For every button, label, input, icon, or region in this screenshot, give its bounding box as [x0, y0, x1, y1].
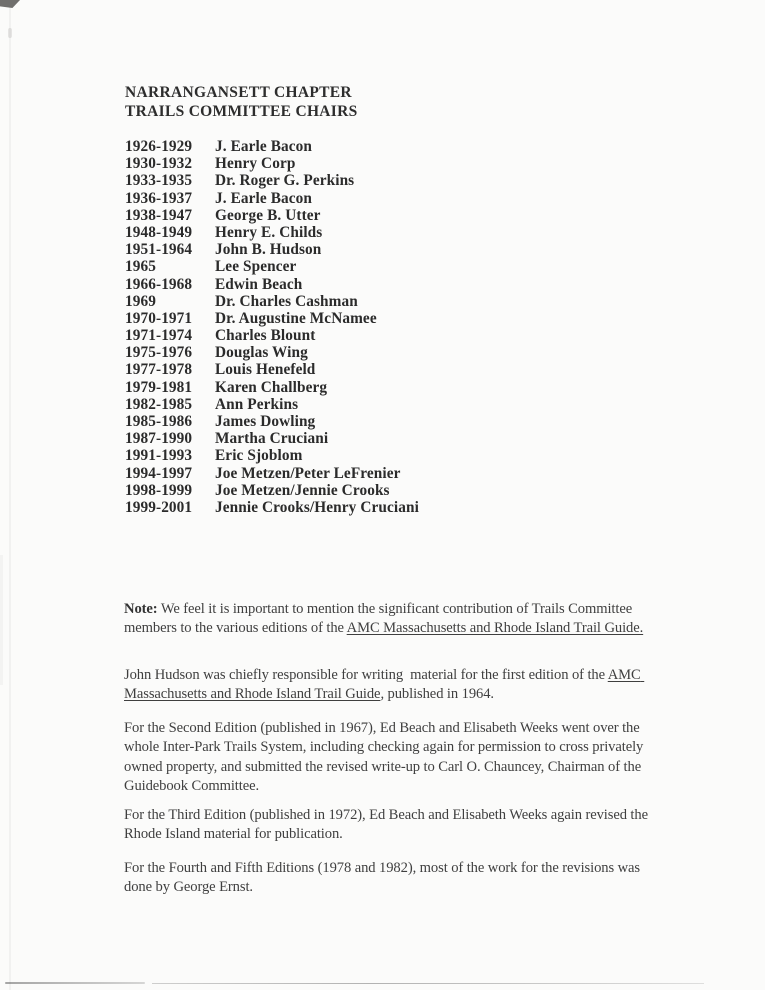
scan-artifact-bottom-line — [152, 983, 704, 985]
chair-row — [125, 344, 419, 361]
chair-row — [125, 241, 419, 258]
chairs-list — [125, 138, 419, 516]
chair-name: Dr. Augustine McNamee — [215, 309, 377, 327]
paragraph-second-edition — [124, 719, 669, 797]
chair-row — [125, 465, 419, 482]
chair-name: Louis Henefeld — [215, 361, 316, 379]
paragraph-fourth-fifth-editions — [124, 859, 669, 898]
paragraph-text-after: , published in 1964. — [380, 686, 494, 703]
chair-years: 1970-1971 — [125, 309, 193, 327]
chair-years: 1979-1981 — [125, 378, 193, 396]
chair-name: Joe Metzen/Jennie Crooks — [215, 481, 390, 499]
chair-name: Martha Cruciani — [215, 430, 329, 448]
chair-name: J. Earle Bacon — [215, 189, 312, 207]
title-line-2: TRAILS COMMITTEE CHAIRS — [125, 102, 358, 120]
chair-row — [125, 276, 419, 293]
chair-name: Jennie Crooks/Henry Cruciani — [215, 498, 419, 516]
chair-name: Douglas Wing — [215, 344, 308, 362]
chair-years: 1991-1993 — [125, 447, 193, 465]
chair-name: Lee Spencer — [215, 258, 297, 276]
chair-years: 1975-1976 — [125, 344, 193, 362]
chair-years: 1965 — [125, 258, 156, 276]
chair-name: Dr. Charles Cashman — [215, 292, 358, 310]
chair-years: 1938-1947 — [125, 206, 193, 224]
chair-row — [125, 293, 419, 310]
paragraph-text: For the Second Edition (published in 1967), Ed Beach and Elisabeth Weeks went over the whole Inter-Park Trails System, including checking again for permission to cross privately owned property, and submitted the revised write-up to Carl O. Chauncey, Chairman of the Guidebook Committee. — [124, 720, 647, 795]
chair-name: Edwin Beach — [215, 275, 303, 293]
chair-name: Henry Corp — [215, 155, 296, 173]
note-text: We feel it is important to mention the significant contribution of Trails Committee members to the various editions of the — [124, 601, 636, 637]
chair-row — [125, 207, 419, 224]
paragraph-first-edition — [124, 666, 669, 705]
chair-years: 1982-1985 — [125, 395, 193, 413]
chair-years: 1994-1997 — [125, 464, 193, 482]
chair-years: 1998-1999 — [125, 481, 193, 499]
chair-years: 1930-1932 — [125, 155, 193, 173]
chair-years: 1999-2001 — [125, 498, 193, 516]
chair-name: Ann Perkins — [215, 395, 299, 413]
note-label: Note: — [124, 601, 158, 617]
chair-name: Eric Sjoblom — [215, 447, 303, 465]
underlined-book-title: AMC Massachusetts and Rhode Island Trail Guide — [124, 667, 645, 703]
chair-row — [125, 310, 419, 327]
chair-name: J. Earle Bacon — [215, 138, 312, 155]
chair-years: 1977-1978 — [125, 361, 193, 379]
paragraph-text: For the Third Edition (published in 1972), Ed Beach and Elisabeth Weeks again revised the Rhode Island material for publication. — [124, 807, 652, 843]
chair-name: Charles Blount — [215, 327, 316, 345]
chair-name: George B. Utter — [215, 206, 321, 224]
chair-name: Joe Metzen/Peter LeFrenier — [215, 464, 401, 482]
chair-row — [125, 258, 419, 275]
scan-artifact-bottom-line — [5, 982, 145, 984]
chair-years: 1936-1937 — [125, 189, 193, 207]
chair-row — [125, 396, 419, 413]
chair-row — [125, 327, 419, 344]
chair-years: 1969 — [125, 292, 156, 310]
paragraph-text: John Hudson was chiefly responsible for writing material for the first edition of the — [124, 667, 608, 683]
paragraph-text: For the Fourth and Fifth Editions (1978 and 1982), most of the work for the revisions was done by George Ernst. — [124, 860, 644, 896]
chair-row — [125, 413, 419, 430]
chair-row — [125, 172, 419, 189]
chair-row — [125, 138, 419, 155]
document-title — [125, 84, 358, 121]
scan-artifact-smudge — [0, 555, 3, 685]
chair-years: 1926-1929 — [125, 138, 193, 155]
chair-name: Karen Challberg — [215, 378, 328, 396]
chair-row — [125, 482, 419, 499]
chair-row — [125, 190, 419, 207]
underlined-book-title: AMC Massachusetts and Rhode Island Trail Guide. — [346, 620, 644, 637]
title-line-1: NARRANGANSETT CHAPTER — [125, 84, 352, 101]
chair-row — [125, 499, 419, 516]
chair-years: 1971-1974 — [125, 327, 193, 345]
chair-years: 1951-1964 — [125, 241, 193, 259]
note-paragraph — [124, 600, 669, 639]
paragraph-third-edition — [124, 806, 669, 845]
chair-years: 1948-1949 — [125, 223, 193, 241]
chair-name: Henry E. Childs — [215, 223, 323, 241]
chair-name: John B. Hudson — [215, 241, 322, 259]
chair-years: 1933-1935 — [125, 172, 193, 190]
chair-name: James Dowling — [215, 413, 316, 430]
chair-years: 1985-1986 — [125, 413, 193, 430]
scan-artifact-smudge — [8, 28, 12, 38]
chair-row — [125, 361, 419, 378]
chair-years: 1966-1968 — [125, 275, 193, 293]
chair-name: Dr. Roger G. Perkins — [215, 172, 355, 190]
chair-years: 1987-1990 — [125, 430, 193, 448]
chair-row — [125, 430, 419, 447]
chair-row — [125, 447, 419, 464]
scan-artifact-left-edge-line — [9, 0, 11, 990]
chair-row — [125, 155, 419, 172]
chair-row — [125, 224, 419, 241]
chair-row — [125, 379, 419, 396]
